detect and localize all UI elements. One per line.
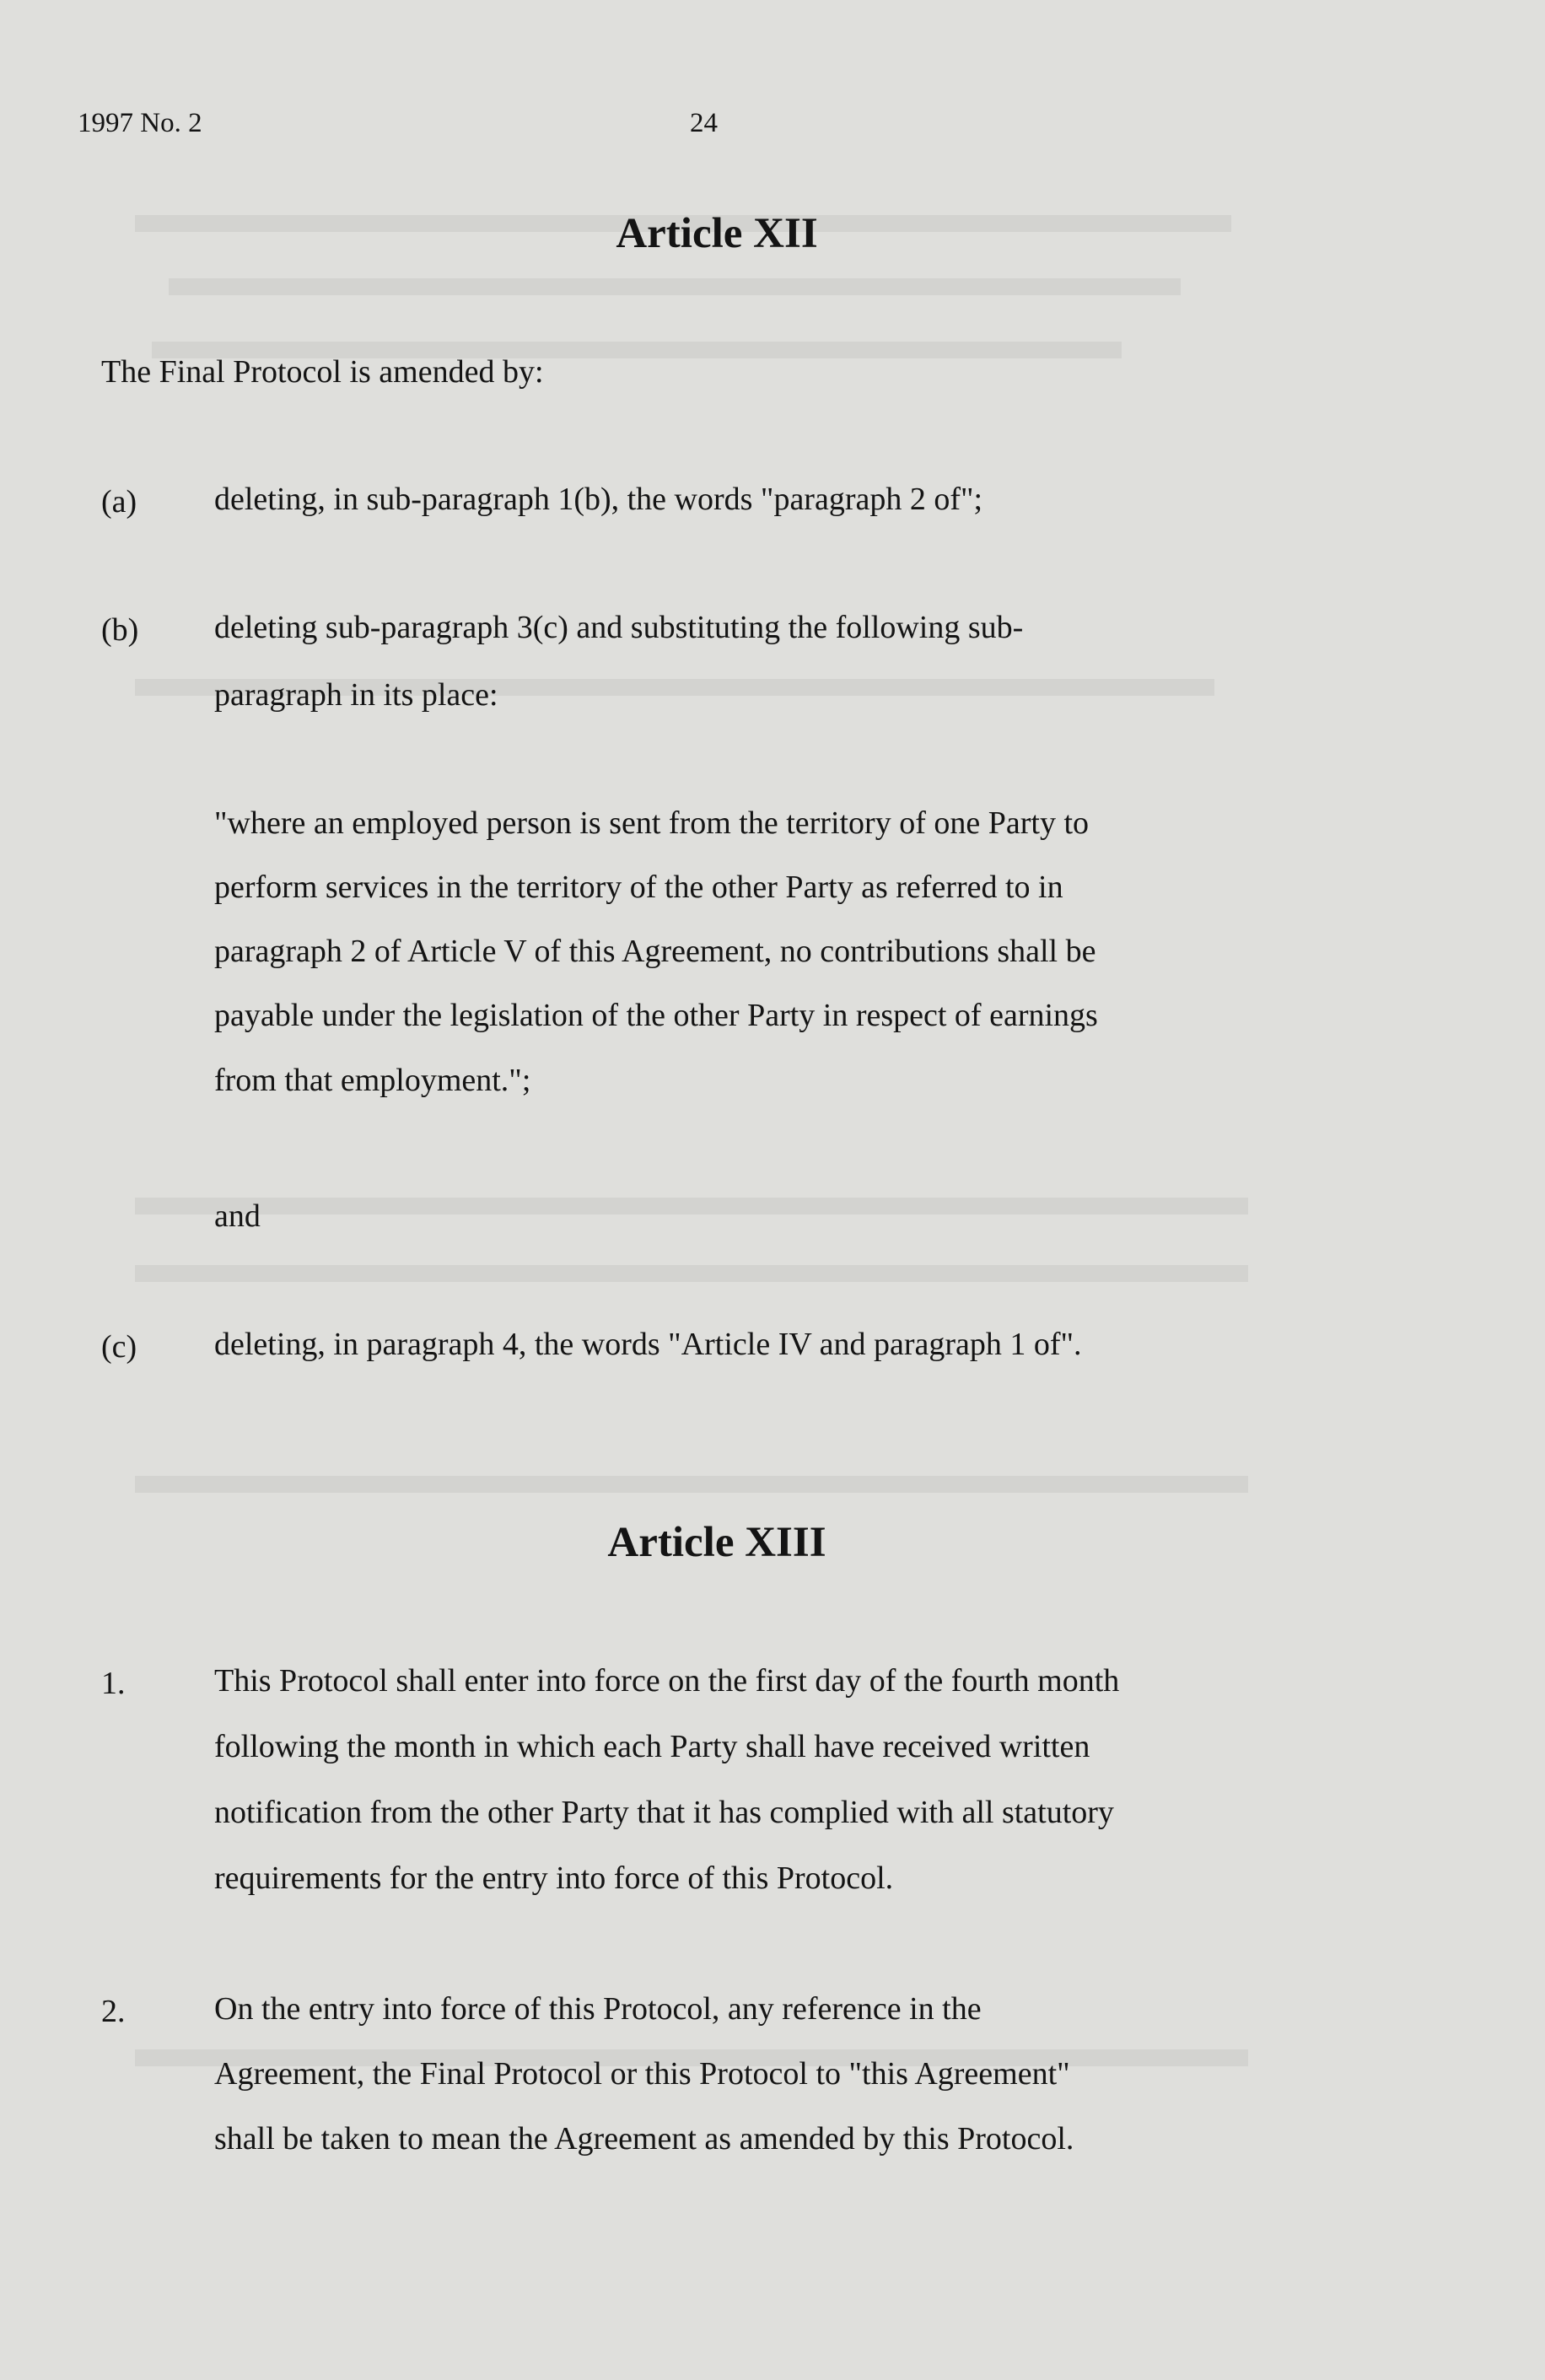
paragraph-1-line: requirements for the entry into force of this Protocol. [214,1860,894,1896]
paragraph-1-line: This Protocol shall enter into force on the first day of the fourth month [214,1663,1120,1699]
quoted-text-line: payable under the legislation of the other Party in respect of earnings [214,998,1098,1033]
quoted-text-line: from that employment."; [214,1063,531,1098]
conjunction-and: and [214,1198,261,1234]
paragraph-2-line: shall be taken to mean the Agreement as amended by this Protocol. [214,2121,1074,2157]
paragraph-1-line: notification from the other Party that it has complied with all statutory [214,1795,1114,1830]
quoted-text-line: paragraph 2 of Article V of this Agreement, no contributions shall be [214,934,1096,969]
document-reference: 1997 No. 2 [78,108,202,138]
page-number: 24 [690,108,718,138]
item-b-text-line: deleting sub-paragraph 3(c) and substituting the following sub- [214,610,1024,645]
quoted-text-line: perform services in the territory of the other Party as referred to in [214,870,1063,905]
paragraph-1-line: following the month in which each Party shall have received written [214,1729,1090,1764]
item-c-label: (c) [101,1329,137,1365]
article-xiii-heading: Article XIII [607,1519,826,1566]
item-b-text-line: paragraph in its place: [214,677,498,713]
paragraph-2-label: 2. [101,1994,126,2029]
item-c-text: deleting, in paragraph 4, the words "Article IV and paragraph 1 of". [214,1327,1082,1362]
paragraph-2-line: On the entry into force of this Protocol, any reference in the [214,1991,982,2027]
item-b-label: (b) [101,612,139,648]
quoted-text-line: "where an employed person is sent from the territory of one Party to [214,805,1090,841]
article-xii-heading: Article XII [616,210,818,257]
paragraph-1-label: 1. [101,1666,126,1701]
item-a-label: (a) [101,484,137,520]
paragraph-2-line: Agreement, the Final Protocol or this Protocol to "this Agreement" [214,2056,1070,2092]
item-a-text: deleting, in sub-paragraph 1(b), the words "paragraph 2 of"; [214,482,983,517]
article-xii-intro: The Final Protocol is amended by: [101,354,544,390]
